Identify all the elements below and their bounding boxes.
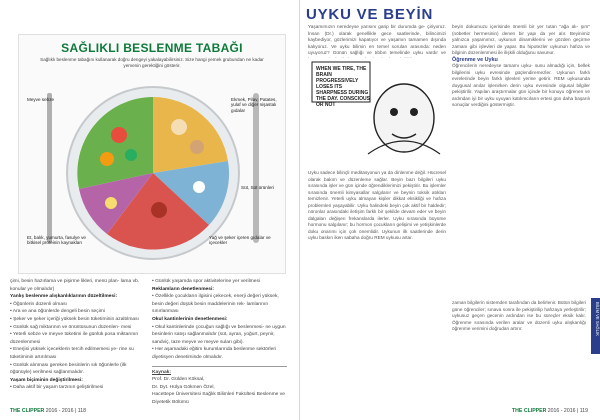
list-item: • Günlük alınması gereken besinlerin sık öğünlerle (ilk öğünüyle) verilmesi sağlanmalıdır. (10, 362, 127, 376)
face-outline (374, 84, 434, 152)
footer-years: 2016 - 2016 (547, 408, 576, 414)
footer-page-number: 119 (579, 408, 588, 414)
label-grains: Ekmek, Pilav, Patates, yulaf ve diğer nişastalı gıdalar (231, 97, 277, 113)
left-footer: THE CLIPPER 2016 - 2016 | 118 (10, 408, 86, 414)
body-text: beyin dokumuzu içerisinde önemli bir yer tutan "ağa alı- şım" (nöbetler hermesinin) denen bir yapı da yer alır. Beyinimiz yalnızca yaşamımız, uykunun dinamiklerini ve gözden geçirme zamanı gibi işlevleri de yapar. Bu hipotezler uykunun hafıza ve bilginin düzenlenmesi ile ilişkili olduğunu savunur. (452, 24, 590, 55)
list-item: • Özellikle çocukların ilgisini çekecek, enerji değeri yüksek, besin değeri düşük besin maddelerinin rek- lamlarının sınırlanması (152, 294, 279, 315)
list-item: • Her aşamadaki eğitim kurumlarında beslenme sektörleri diyetisyen denetiminde olmalıdır. (152, 347, 277, 360)
intro-text: çimi, besin hazırlama ve pişirme likleri, menü plan- lama vb. konular ye olmalıdır) (10, 279, 140, 292)
footer-brand: THE CLIPPER (512, 408, 547, 414)
right-column-1-top: Yaşamımızın neredeyse yarısını garip bir durumda ge- çiriyoruz. İnsan (Dr.) olarak genellikle gece saatlerinde, bilincimizi kaybediyor, gözlerimizi kapatıyor ve yaşamın tamamen dışında kalıyoruz. Ve uyku bilimin en temel soruları arasında: neden uyuyoruz? Günün sağlığı ve tıbbın temelinde uyku vardır ve (308, 24, 446, 55)
cartoon-illustration (308, 58, 448, 164)
source-item: Hacettepe Üniversitesi Sağlık Bilimleri Fakültesi Beslenme ve Diyetetik Bölümü (152, 392, 285, 405)
footer-brand: THE CLIPPER (10, 408, 45, 414)
cartoon-caption: WHEN WE TIRE, THE BRAIN PROGRESSIVELY LOSES ITS SHARPNESS DURING THE DAY. CONSCIOUS OR NOT (316, 66, 370, 108)
footer-years: 2016 - 2016 (45, 408, 74, 414)
list-item: • Okul kantinlerinde çocuğun sağlığı ve beslenmesi- ne uygun besinlerin satışı sağlanmalıdır (süt, ayran, yoğurt, peynir, sandviç, taze meyve ve meyve suları gibi). (152, 324, 286, 345)
fork-icon (47, 93, 52, 243)
label-dairy: Süt, Süt ürünleri (241, 185, 274, 190)
list-item: • Öğünlerin düzenli olması (10, 301, 67, 307)
healthy-plate-infographic (18, 34, 286, 274)
right-footer: THE CLIPPER 2016 - 2016 | 119 (512, 408, 588, 414)
left-column-1 (10, 278, 145, 392)
left-column-2 (152, 278, 287, 407)
list-item: • Şeker ve şeker içeriği yüksek besin tüketiminin azaltılması (10, 316, 139, 322)
footer-page-number: 118 (77, 408, 86, 414)
article-title: UYKU VE BEYİN (306, 6, 434, 23)
label-fat-sugar: Yağ ve şeker içeren gıdalar ve içecekler (209, 235, 271, 246)
plate-title: SAĞLIKLI BESLENME TABAĞI (61, 41, 243, 55)
right-page (300, 0, 600, 420)
section-heading: Okul kantinlerinin denetlenmesi: (152, 316, 228, 322)
list-item: • Günlük yaşamda spor aktivitelerine yer verilmesi (152, 279, 260, 284)
list-item: • Günlük sağ miktarının ve önüntüsunun düzenlen- mesi (10, 324, 132, 330)
section-heading: Reklamların denetlenmesi: (152, 286, 214, 292)
right-column-2-top (452, 24, 590, 109)
grain-segment (153, 97, 228, 173)
section-side-tab (591, 298, 600, 354)
vegetable-segment (77, 97, 153, 189)
subsection-heading: Öğrenme ve Uyku (452, 56, 498, 63)
section-heading: Yanlış beslenme alışkanlıklarının düzeltilmesi: (10, 294, 118, 300)
label-protein: Et, balık, yumurta, fasulye ve bitkisel proteinin kaynakları (27, 235, 86, 246)
side-tab-label: BİLİM VE SAĞLIK (595, 302, 600, 336)
list-item: • Yeterli sebze ve meyve tüketimi ile günlük posa miktarının düzenlenmesi (10, 332, 139, 345)
right-column-2-bottom: zaman bilgilerin sistemden tarafından da belirlenir. Bütün bilgileri güne öğrenciler; sınava sonra ile pekiştirilip hafızaya yerleştirilir; uykusuz geçen gecenin ardından ise bu süreçler eksik kalır. Öğrenme sırasında verilen aralar ve düzenli uyku alışkanlığı öğrenme verimini doğrudan artırır. (452, 300, 586, 331)
body-text: Öğrencilerin neredeyse tamamı uyku- sunu almadığı için, bellek bilgilerini uyku evresinde güçlendiremezler. Uykunun farklı evrelerinde beyin farklı işlevleri yerine getirir. REM uykusunda duygusal anılar işlenirken derin uyku evresinde olgusal bilgiler pekiştirilir. Yapılan araştırmalar gün içinde bir konuyu öğrenen ve ardından iyi bir uyku uyuyan katılımcıların ertesi gün daha başarılı sonuçlar verdiğini göstermiştir. (452, 63, 590, 107)
plate-subtitle: Sağlıklı beslenme tabağını kullanarak doğru dengeyi yakalayabilirsiniz. Size hangi yemek grubundan ne kadar yemenin gerektiğini gösterir. (40, 57, 264, 68)
list-item: • Daha aktif bir yaşam tarzının geliştirilmesi (10, 385, 104, 391)
section-heading: Yaşam biçiminin değiştirilmesi: (10, 377, 83, 383)
label-fruit-veg: Meyve sebze (27, 97, 55, 102)
source-item: Dr. Dyt. Hülya Gökmen Özel, (152, 384, 215, 390)
list-item: • Ara ve ana öğünlerde dengeli besin seçimi (10, 309, 105, 315)
source-item: Prof. Dr. Gülden Köksal, (152, 377, 205, 383)
sources-title: Kaynak: (152, 369, 172, 375)
knife-icon (253, 93, 259, 243)
right-column-1-bottom: Uyku sadece bilinçli meditasyonun ya da dinlenme değil. Hücresel olarak bakım ve düzenleme sağlar. Beyin bazı bilgileri uyku sırasında işler ve gün içinde öğrendiklerimizi pekiştirir. Bu işlemler sırasında önemli kimyasallar salgılanır ve beynin toksik atıkları temizlenir. Yeterli uyku almayan kişiler dikkat eksikliği ve hafıza problemleri yaşayabilir. Uyku halindeki beyin çok aktif bir haldedir; nöronlar arasındaki iletişim farklı bir şekilde devam eder ve beyin dalgaları değişen frekanslarda ilerler. Uyku sırasında büyüme hormonu salgılanır; bu hormon çocukların gelişimi ve yetişkinlerde doku onarımı için çok önemlidir. Uykunun ilk saatlerinde derin uyku baskın iken sabaha doğru REM uykusu artar. (308, 170, 446, 240)
sources-box (152, 366, 287, 407)
list-item: • Enerjisi yüksek içeceklerin tercih edilmemesi ye- rine su tüketiminin artırılması (10, 347, 134, 360)
